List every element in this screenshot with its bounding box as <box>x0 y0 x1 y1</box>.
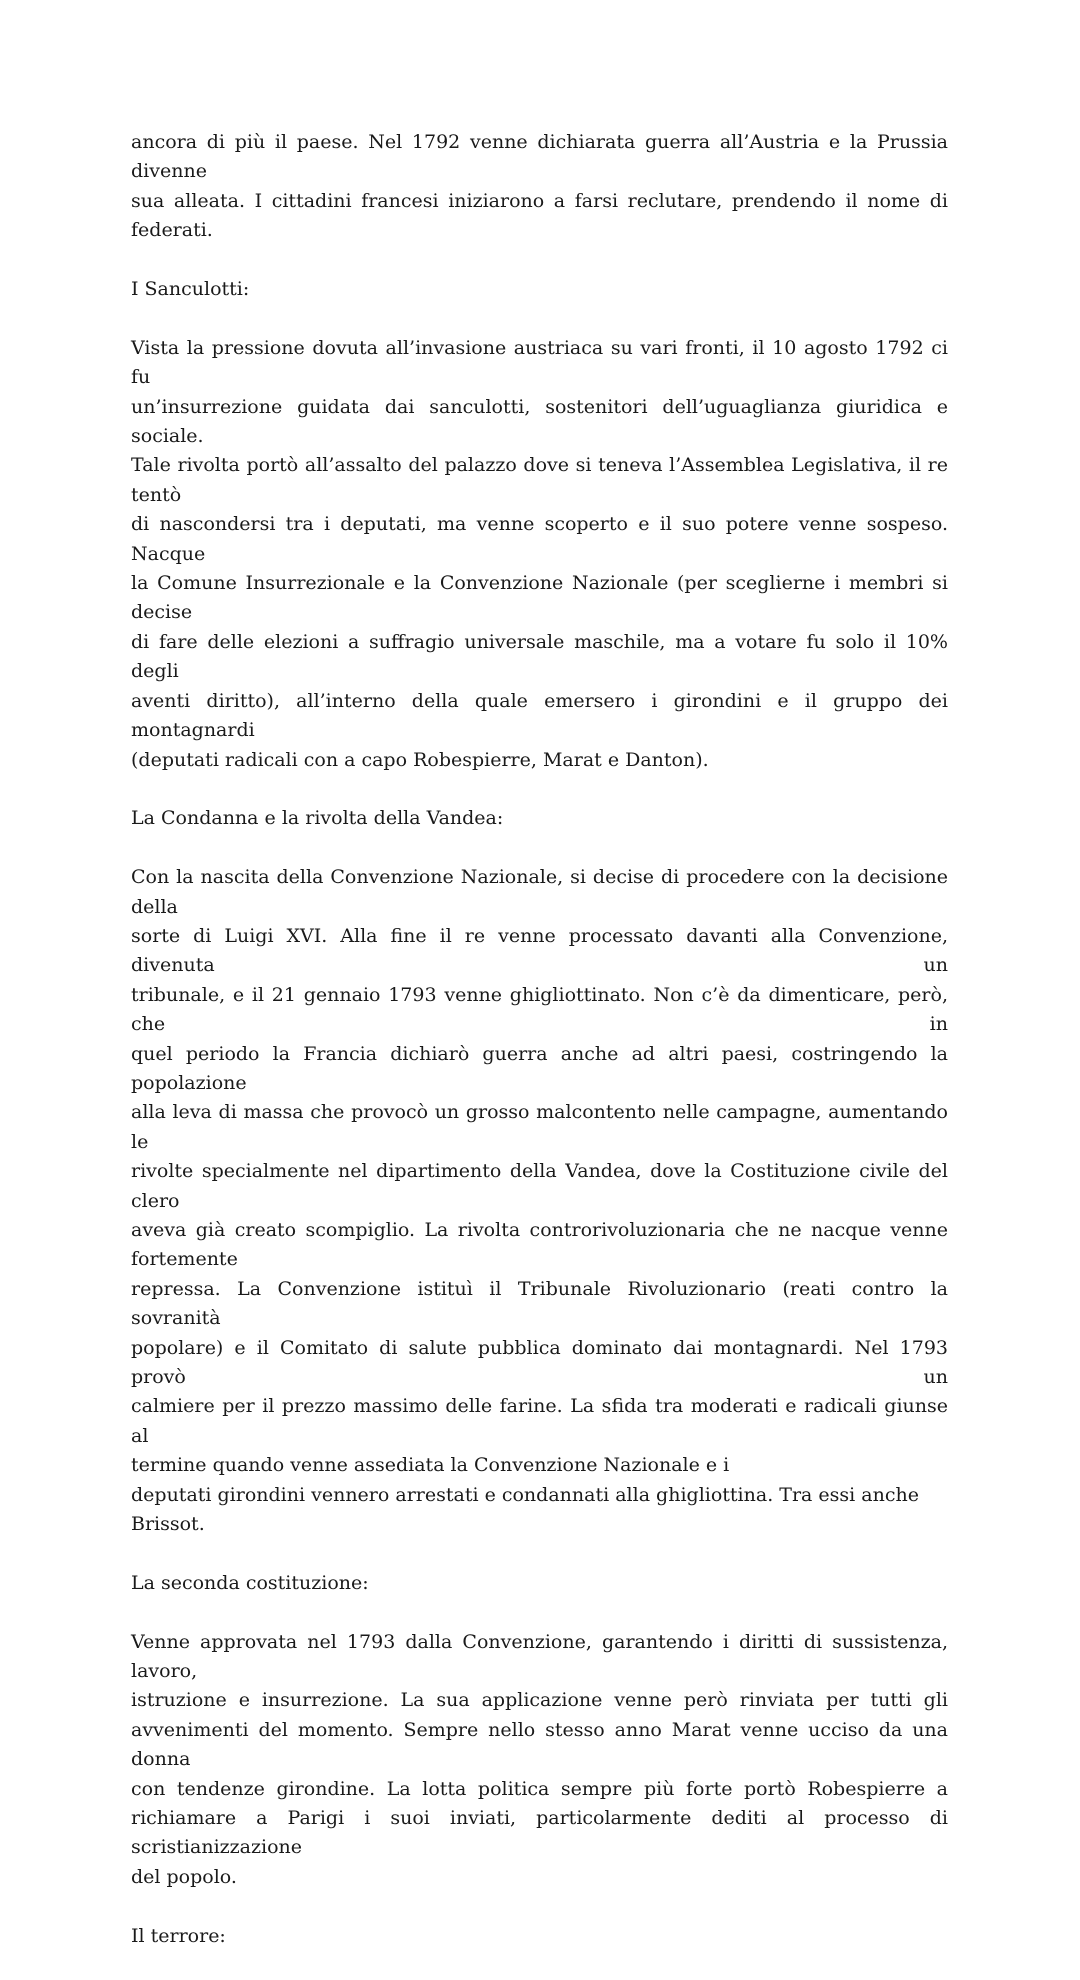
text-line: con tendenze girondine. La lotta politica sempre più forte portò Robespierre a <box>131 1777 948 1800</box>
text-line: richiamare a Parigi i suoi inviati, particolarmente dediti al processo di scristianizzazione <box>131 1807 948 1859</box>
paragraph-costituzione <box>131 1628 948 1893</box>
text-line: tribunale, e il 21 gennaio 1793 venne ghigliottinato. Non c’è da dimenticare, però, che in <box>131 983 948 1036</box>
text-line: sua alleata. I cittadini francesi iniziarono a farsi reclutare, prendendo il nome di federati. <box>131 189 948 242</box>
text-line: avvenimenti del momento. Sempre nello stesso anno Marat venne ucciso da una donna <box>131 1718 948 1771</box>
text-line: sorte di Luigi XVI. Alla fine il re venne processato davanti alla Convenzione, divenuta un <box>131 924 948 977</box>
text-line: popolare) e il Comitato di salute pubblica dominato dai montagnardi. Nel 1793 provò un <box>131 1336 948 1388</box>
text-line: di fare delle elezioni a suffragio universale maschile, ma a votare fu solo il 10% degli <box>131 630 948 683</box>
text-line: (deputati radicali con a capo Robespierre, Marat e Danton). <box>131 748 709 771</box>
text-line: rivolte specialmente nel dipartimento della Vandea, dove la Costituzione civile del clero <box>131 1160 948 1212</box>
text-line: calmiere per il prezzo massimo delle farine. La sfida tra moderati e radicali giunse al <box>131 1395 948 1447</box>
text-line: la Comune Insurrezionale e la Convenzione Nazionale (per sceglierne i membri si decise <box>131 572 948 624</box>
section-heading-terrore: Il terrore: <box>131 1924 226 1947</box>
section-heading-condanna: La Condanna e la rivolta della Vandea: <box>131 807 504 830</box>
paragraph-sanculotti <box>131 334 948 775</box>
text-line: un’insurrezione guidata dai sanculotti, sostenitori dell’uguaglianza giuridica e sociale. <box>131 395 948 448</box>
text-line: quel periodo la Francia dichiarò guerra anche ad altri paesi, costringendo la popolazione <box>131 1042 948 1094</box>
text-line: fortemente <box>131 1248 238 1271</box>
text-line: aventi diritto), all’interno della quale emersero i girondini e il gruppo dei montagnardi <box>131 689 948 742</box>
text-line: Vista la pressione dovuta all’invasione austriaca su vari fronti, il 10 agosto 1792 ci fu <box>131 336 948 389</box>
text-line: deputati girondini vennero arrestati e condannati alla ghigliottina. Tra essi anche <box>131 1483 919 1506</box>
text-line: ancora di più il paese. Nel 1792 venne dichiarata guerra all’Austria e la Prussia divenne <box>131 131 948 183</box>
text-line: del popolo. <box>131 1865 237 1888</box>
text-line: repressa. La Convenzione istituì il Tribunale Rivoluzionario (reati contro la sovranità <box>131 1277 948 1330</box>
intro-paragraph <box>131 128 948 246</box>
text-line: termine quando venne assediata la Convenzione Nazionale e i <box>131 1454 730 1477</box>
paragraph-condanna <box>131 863 948 1539</box>
section-heading-sanculotti: I Sanculotti: <box>131 278 250 301</box>
document-page <box>131 128 948 1980</box>
text-line: di nascondersi tra i deputati, ma venne scoperto e il suo potere venne sospeso. Nacque <box>131 513 948 565</box>
text-line: alla leva di massa che provocò un grosso malcontento nelle campagne, aumentando le <box>131 1101 948 1153</box>
text-line: Tale rivolta portò all’assalto del palazzo dove si teneva l’Assemblea Legislativa, il re tentò <box>131 454 948 506</box>
text-line: aveva già creato scompiglio. La rivolta controrivoluzionaria che ne nacque venne <box>131 1218 948 1241</box>
text-line: Brissot. <box>131 1513 205 1536</box>
text-line: istruzione e insurrezione. La sua applicazione venne però rinviata per tutti gli <box>131 1689 948 1712</box>
text-line: Con la nascita della Convenzione Nazionale, si decise di procedere con la decisione della <box>131 866 948 918</box>
section-heading-costituzione: La seconda costituzione: <box>131 1571 369 1594</box>
text-line: Venne approvata nel 1793 dalla Convenzione, garantendo i diritti di sussistenza, lavoro, <box>131 1630 948 1683</box>
